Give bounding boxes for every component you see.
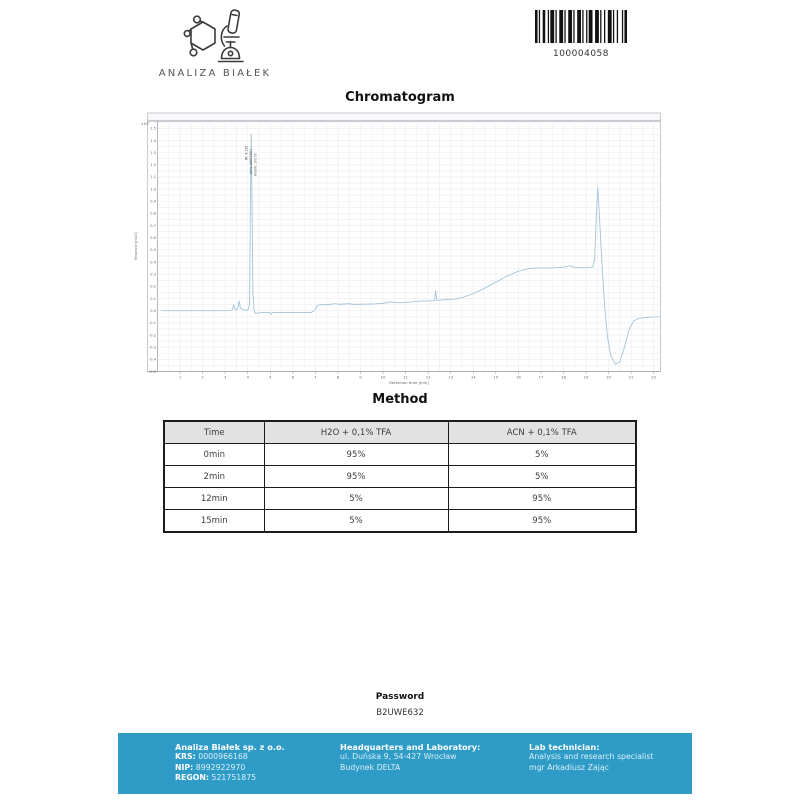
password-label: Password [375, 692, 425, 702]
logo [150, 6, 280, 79]
footer-company [175, 742, 285, 784]
svg-text:11: 11 [403, 374, 409, 380]
svg-text:RT: 4.156: RT: 4.156 [244, 145, 249, 160]
method-table-col-header: ACN + 0,1% TFA [448, 421, 636, 444]
footer [118, 733, 692, 794]
method-table-cell: 95% [264, 466, 448, 488]
method-table-cell: 95% [264, 444, 448, 466]
barcode [533, 10, 629, 59]
method-table-cell: 5% [448, 444, 636, 466]
footer-nip: NIP: 8992922970 [175, 762, 246, 772]
method-table-cell: 2min [164, 466, 264, 488]
svg-text:6: 6 [291, 374, 295, 380]
svg-text:-0.5: -0.5 [148, 369, 156, 374]
svg-text:19: 19 [583, 374, 589, 380]
footer-lab-title: Lab technician: [529, 742, 600, 752]
method-table-cell: 5% [448, 466, 636, 488]
svg-text:Response [mAU]: Response [mAU] [134, 232, 138, 261]
method-table-row [164, 466, 636, 488]
svg-text:8: 8 [336, 374, 340, 380]
footer-krs: KRS: 0000966168 [175, 752, 248, 762]
svg-text:3: 3 [223, 374, 227, 380]
svg-text:1.1: 1.1 [150, 175, 156, 180]
svg-text:16: 16 [515, 374, 521, 380]
chromatogram-plot [132, 112, 662, 390]
password-section [0, 692, 800, 718]
svg-text:15: 15 [493, 374, 499, 380]
barcode-number: 100004058 [552, 49, 610, 59]
method-table-cell: 15min [164, 510, 264, 533]
method-table-cell: 0min [164, 444, 264, 466]
svg-text:-0.2: -0.2 [148, 333, 156, 338]
svg-text:Area: 6682088.1: Area: 6682088.1 [249, 148, 254, 174]
svg-text:0.6: 0.6 [150, 236, 156, 241]
svg-text:-0.1: -0.1 [148, 321, 156, 326]
svg-text:20: 20 [606, 374, 612, 380]
svg-text:1.2: 1.2 [150, 163, 156, 168]
svg-text:2: 2 [201, 374, 204, 380]
svg-text:0.1: 0.1 [150, 296, 156, 301]
footer-lab-role: Analysis and research specialist [529, 752, 654, 762]
barcode-icon [535, 10, 627, 43]
svg-text:1.4: 1.4 [150, 138, 156, 143]
svg-text:Retention time [min]: Retention time [min] [389, 380, 429, 385]
svg-text:0.9: 0.9 [150, 199, 156, 204]
molecule-microscope-icon [177, 6, 253, 66]
method-table-col-header: H2O + 0,1% TFA [264, 421, 448, 444]
svg-text:0.3: 0.3 [150, 272, 156, 277]
footer-lab-person: mgr Arkadiusz Zając [529, 762, 609, 772]
svg-text:13: 13 [448, 374, 454, 380]
svg-text:10: 10 [380, 374, 386, 380]
svg-text:1: 1 [178, 374, 182, 380]
svg-text:Area%: 100.00: Area%: 100.00 [253, 153, 258, 176]
method-table-row [164, 488, 636, 510]
chromatogram-heading: Chromatogram [345, 90, 455, 105]
svg-text:x10²: x10² [141, 122, 149, 126]
svg-text:0.2: 0.2 [150, 284, 156, 289]
svg-text:0.0: 0.0 [150, 309, 156, 313]
method-table-cell: 12min [164, 488, 264, 510]
svg-text:17: 17 [538, 374, 544, 380]
svg-text:-0.3: -0.3 [148, 345, 156, 350]
svg-text:1.0: 1.0 [150, 187, 156, 192]
footer-regon: REGON: 521751875 [175, 773, 257, 783]
password-value: B2UWE632 [376, 708, 424, 718]
svg-text:5: 5 [269, 374, 272, 380]
chromatogram-chart [132, 112, 662, 390]
footer-lab [529, 742, 653, 773]
method-table-header [164, 421, 636, 444]
svg-text:4: 4 [246, 374, 249, 380]
method-table-cell: 95% [448, 488, 636, 510]
svg-text:0.4: 0.4 [150, 260, 156, 265]
svg-text:1.5: 1.5 [150, 126, 156, 131]
svg-text:18: 18 [561, 374, 566, 380]
svg-text:12: 12 [425, 374, 431, 380]
svg-text:22: 22 [651, 374, 657, 380]
svg-text:7: 7 [314, 374, 317, 380]
svg-text:-0.4: -0.4 [148, 357, 156, 362]
method-table [163, 420, 637, 533]
svg-text:0.5: 0.5 [150, 248, 156, 253]
svg-text:0.7: 0.7 [150, 223, 156, 228]
method-table-row [164, 510, 636, 533]
footer-hq-title: Headquarters and Laboratory: [340, 742, 481, 752]
method-table-cell: 95% [448, 510, 636, 533]
method-table-row [164, 444, 636, 466]
svg-text:0.8: 0.8 [150, 211, 156, 216]
method-heading: Method [372, 392, 428, 407]
footer-hq-building: Budynek DELTA [340, 762, 401, 772]
svg-text:9: 9 [359, 374, 362, 380]
footer-hq [340, 742, 480, 773]
svg-text:14: 14 [470, 374, 476, 380]
svg-text:1.3: 1.3 [150, 150, 156, 155]
brand-name: ANALIZA BIAŁEK [158, 68, 272, 79]
footer-company-name: Analiza Białek sp. z o.o. [175, 742, 285, 752]
method-table-cell: 5% [264, 510, 448, 533]
method-table-cell: 5% [264, 488, 448, 510]
method-table-col-header: Time [164, 421, 264, 444]
svg-text:21: 21 [628, 374, 634, 380]
footer-hq-address: ul. Duńska 9, 54-427 Wrocław [340, 752, 457, 762]
